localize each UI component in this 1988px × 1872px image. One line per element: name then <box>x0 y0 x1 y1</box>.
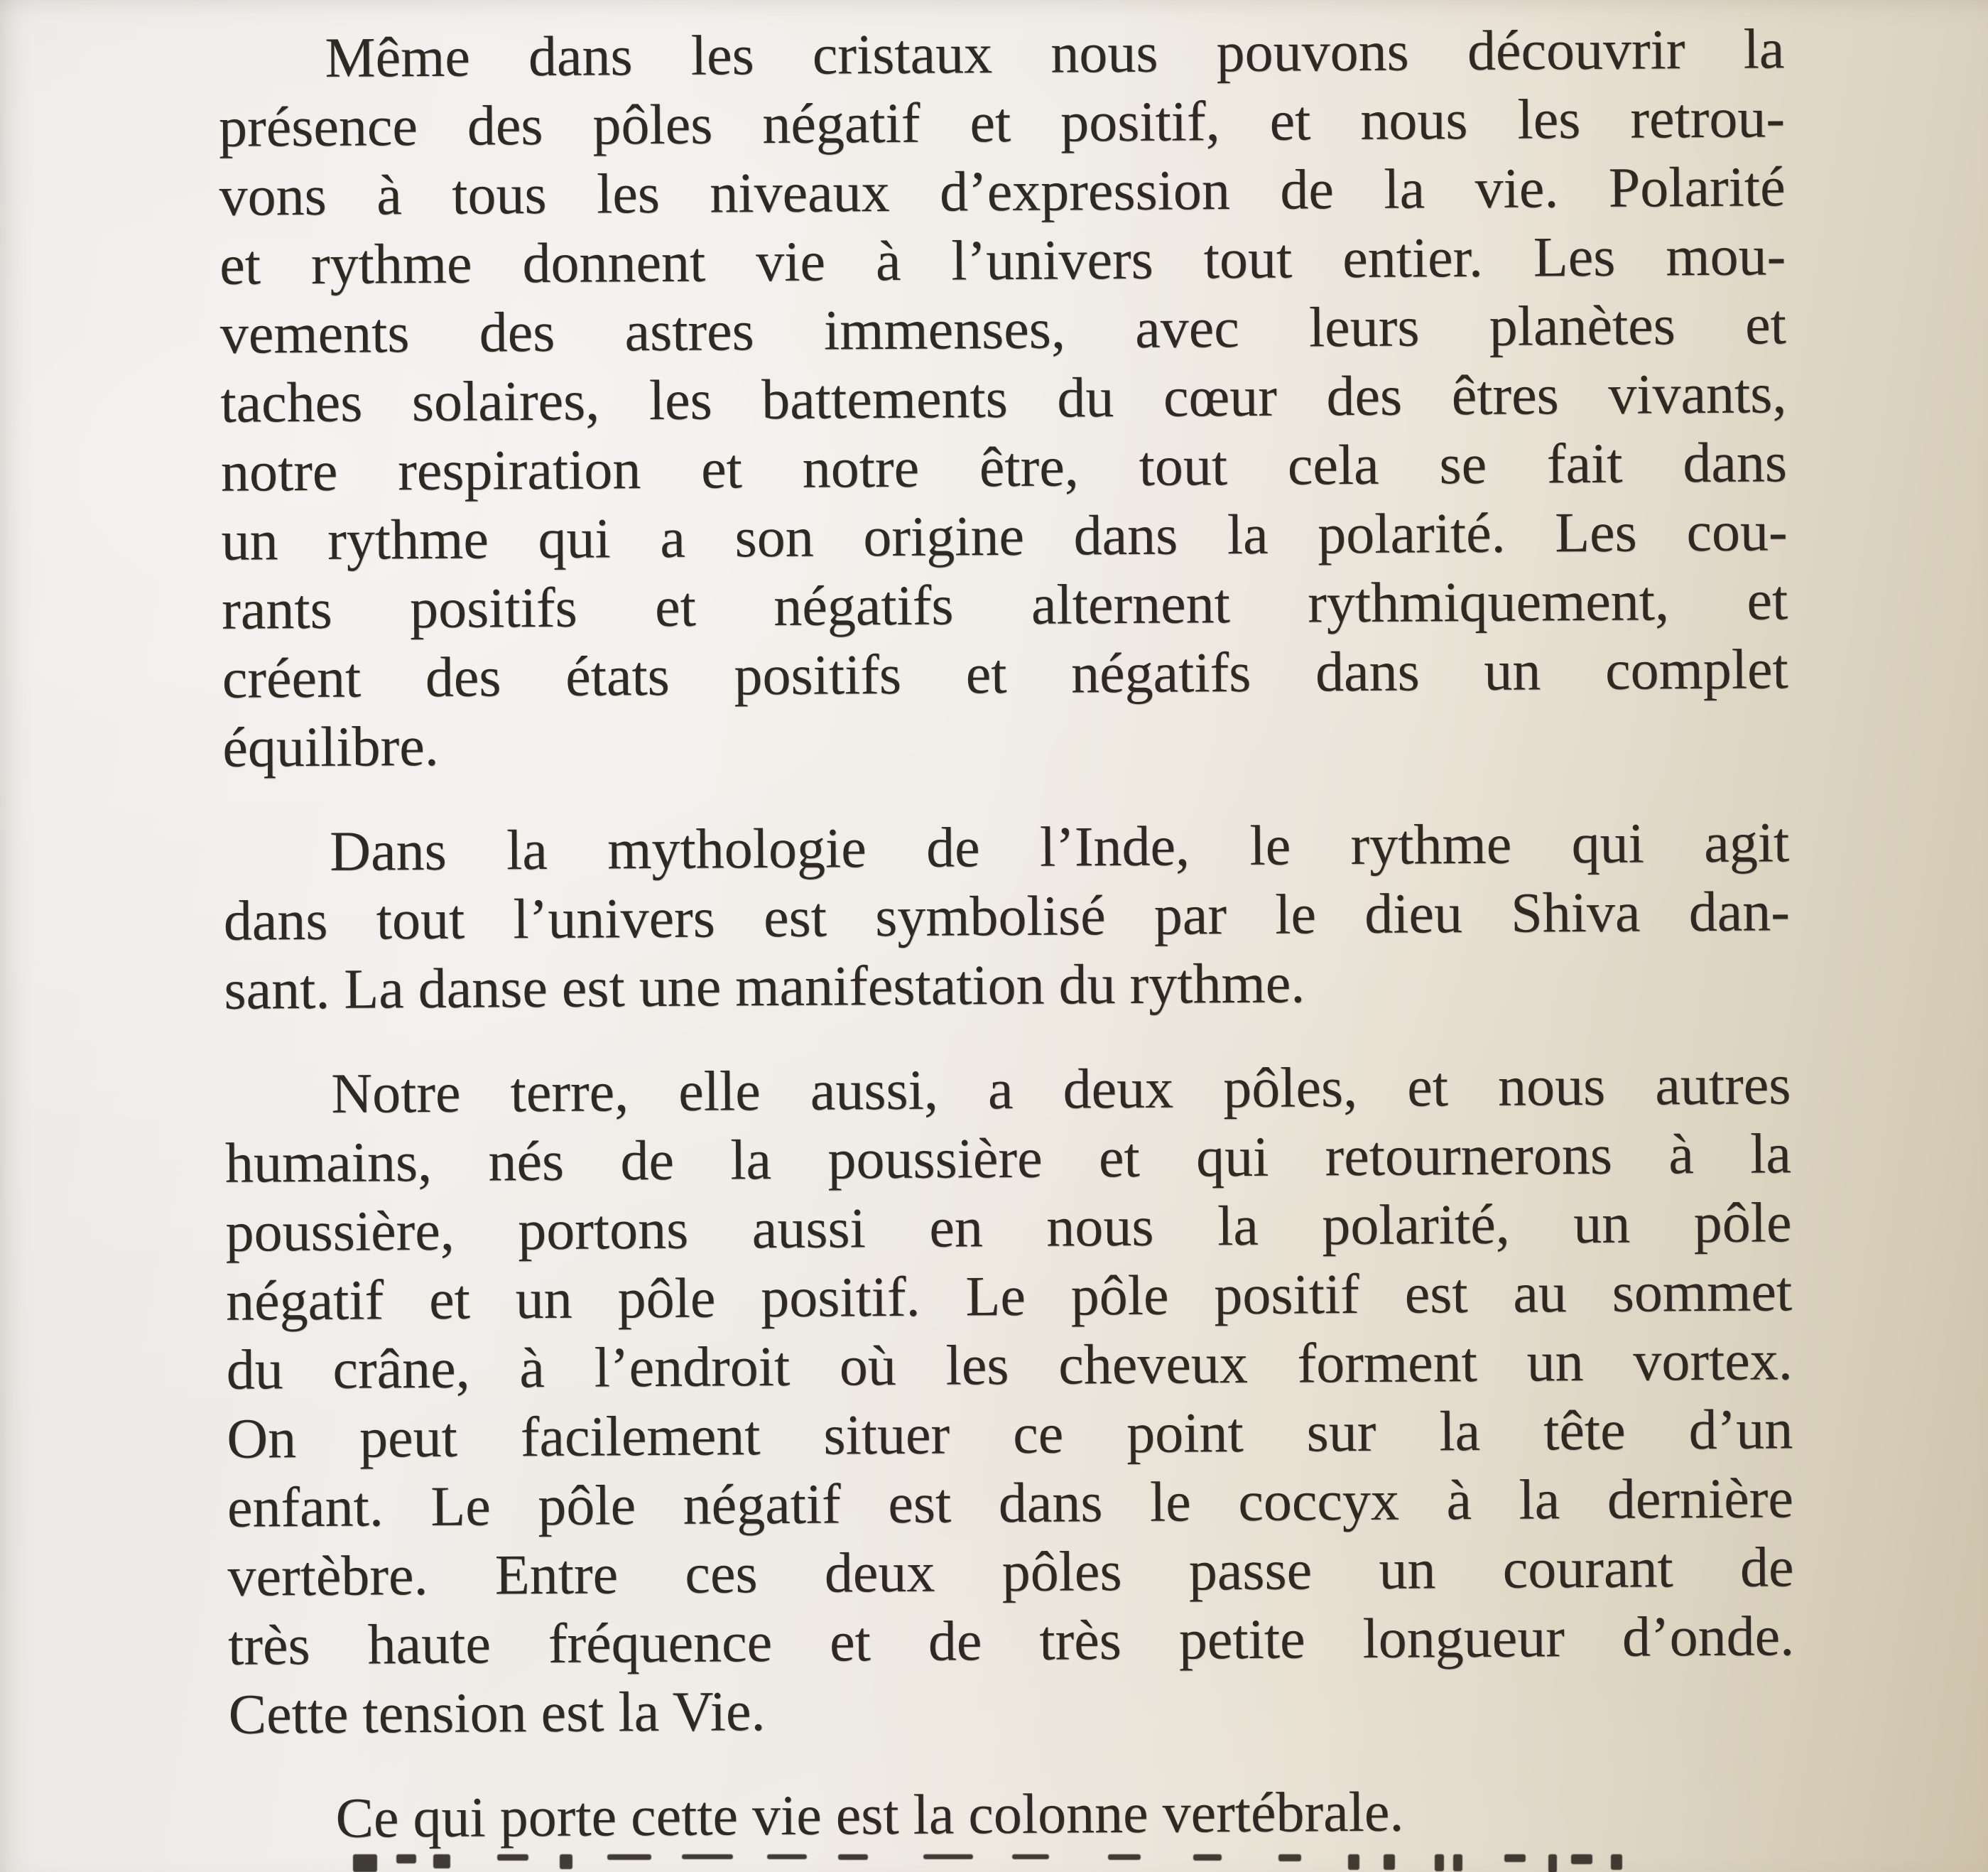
text-line: équilibre. <box>222 715 439 779</box>
text-line: On peut facilement situer ce point sur la tête d’un <box>227 1398 1793 1471</box>
paragraph <box>224 1051 1795 1749</box>
text-line: vons à tous les niveaux d’expression de la vie. Polarité <box>219 156 1786 228</box>
text-line: Notre terre, elle aussi, a deux pôles, et nous autres <box>331 1054 1791 1125</box>
truncated-text-line <box>0 1853 1988 1872</box>
glyph-top-mark <box>1435 1854 1444 1871</box>
glyph-top-mark <box>838 1854 868 1860</box>
glyph-top-mark <box>560 1854 572 1869</box>
text-line: vertèbre. Entre ces deux pôles passe un courant de <box>227 1536 1794 1608</box>
text-line: créent des états positifs et négatifs dans un complet <box>222 638 1789 710</box>
glyph-top-mark <box>396 1854 416 1863</box>
glyph-top-mark <box>1453 1854 1462 1871</box>
glyph-top-mark <box>1384 1854 1395 1870</box>
glyph-top-mark <box>1348 1854 1359 1870</box>
glyph-top-mark <box>1108 1854 1141 1860</box>
text-line: poussière, portons aussi en nous la polarité, un pôle <box>225 1191 1792 1264</box>
text-line: Cette tension est la Vie. <box>228 1680 766 1746</box>
paragraph <box>218 15 1788 782</box>
glyph-top-mark <box>1193 1854 1222 1861</box>
text-line: enfant. Le pôle négatif est dans le coccyx à la dernière <box>227 1467 1794 1540</box>
text-line: un rythme qui a son origine dans la polarité. Les cou- <box>221 500 1788 573</box>
glyph-top-mark <box>1012 1854 1049 1859</box>
text-line: très haute fréquence et de très petite longueur d’onde. <box>227 1605 1795 1677</box>
glyph-top-mark <box>433 1854 450 1868</box>
text-line: négatif et un pôle positif. Le pôle positif est au sommet <box>225 1260 1793 1333</box>
text-line: sant. La danse est une manifestation du rythme. <box>224 952 1305 1022</box>
text-line: notre respiration et notre être, tout cela se fait dans <box>220 431 1788 504</box>
glyph-top-mark <box>353 1854 377 1872</box>
glyph-top-mark <box>607 1854 651 1860</box>
paragraph <box>229 1775 1796 1854</box>
text-line: rants positifs et négatifs alternent rythmiquement, et <box>221 569 1788 642</box>
text-line: humains, nés de la poussière et qui retournerons à la <box>224 1122 1792 1195</box>
glyph-top-mark <box>1504 1854 1526 1862</box>
glyph-top-mark <box>767 1854 807 1859</box>
text-block <box>218 15 1796 1854</box>
text-line: taches solaires, les battements du cœur des êtres vivants, <box>220 362 1787 435</box>
text-line: présence des pôles négatif et positif, et nous les retrou- <box>218 87 1786 159</box>
text-line: et rythme donnent vie à l’univers tout entier. Les mou- <box>219 224 1786 297</box>
glyph-top-mark <box>1548 1854 1557 1872</box>
text-line: vements des astres immenses, avec leurs planètes et <box>219 293 1787 366</box>
text-line: Même dans les cristaux nous pouvons découvrir la <box>325 18 1785 90</box>
glyph-top-mark <box>1278 1854 1301 1861</box>
glyph-top-mark <box>923 1854 973 1859</box>
text-line: Ce qui porte cette vie est la colonne vertébrale. <box>335 1780 1404 1850</box>
glyph-top-mark <box>497 1854 528 1861</box>
text-line: Dans la mythologie de l’Inde, le rythme qui agit <box>330 811 1790 883</box>
glyph-top-mark <box>1611 1854 1622 1870</box>
text-line: dans tout l’univers est symbolisé par le dieu Shiva dan- <box>223 880 1791 953</box>
glyph-top-mark <box>682 1854 733 1859</box>
glyph-top-mark <box>1571 1854 1592 1864</box>
text-line: du crâne, à l’endroit où les cheveux forment un vortex. <box>226 1329 1793 1402</box>
paragraph <box>223 808 1791 1024</box>
